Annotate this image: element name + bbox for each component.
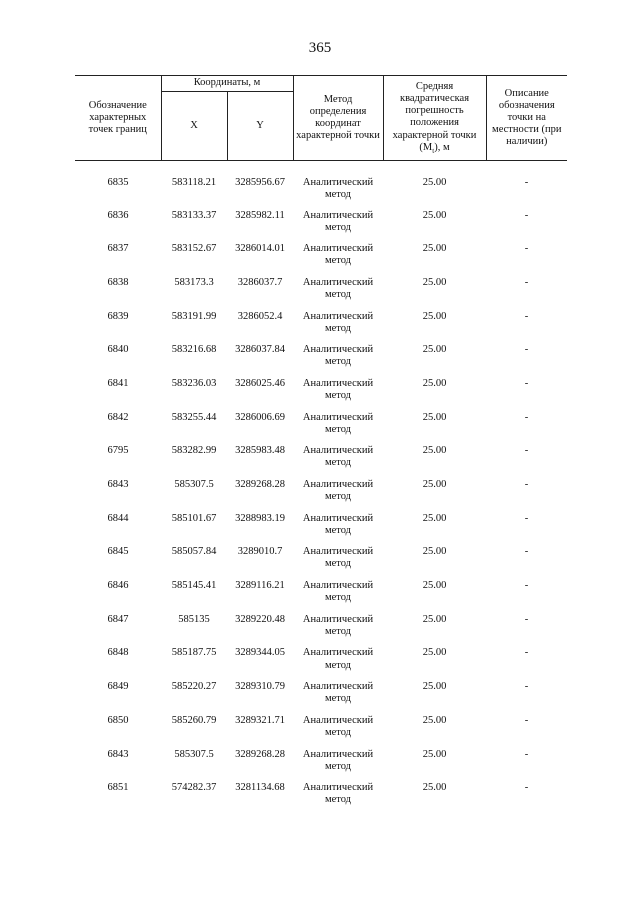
cell-y: 3289268.28 (235, 479, 285, 490)
cell-x: 583216.68 (171, 344, 217, 356)
table-row (75, 513, 567, 547)
cell-accuracy: 25.00 (422, 748, 447, 760)
cell-point: 6847 (107, 613, 129, 625)
table-body (75, 161, 567, 816)
cell-accuracy: 25.00 (422, 243, 447, 255)
cell-point: 6839 (107, 310, 129, 322)
cell-x: 585307.5 (174, 479, 214, 490)
cell-description: - (524, 310, 529, 322)
cell-x: 583255.44 (171, 411, 217, 423)
cell-point: 6841 (107, 377, 129, 389)
cell-method: Аналитический метод (302, 613, 374, 637)
cell-point: 6842 (107, 411, 129, 423)
cell-y: 3285982.11 (235, 209, 285, 221)
table-row (75, 378, 567, 412)
coordinates-table (75, 75, 567, 816)
table-row (75, 161, 567, 210)
cell-accuracy: 25.00 (422, 580, 447, 592)
cell-accuracy: 25.00 (422, 681, 447, 693)
cell-point: 6840 (107, 344, 129, 356)
cell-description: - (524, 445, 529, 457)
cell-method: Аналитический метод (302, 310, 374, 334)
cell-x: 585145.41 (171, 580, 217, 592)
table-row (75, 782, 567, 816)
cell-point: 6846 (107, 580, 129, 592)
cell-method: Аналитический метод (302, 714, 374, 738)
header-accuracy: Средняя квадратическая погрешность положения характерной точки $(M_t)$, м (383, 76, 486, 161)
cell-y: 3289310.79 (235, 681, 285, 693)
cell-description: - (524, 411, 529, 423)
cell-accuracy: 25.00 (422, 647, 447, 659)
cell-point: 6844 (107, 512, 129, 524)
cell-accuracy: 25.00 (422, 177, 447, 188)
cell-x: 583191.99 (171, 310, 217, 322)
cell-point: 6851 (107, 782, 129, 794)
cell-method: Аналитический метод (302, 681, 374, 705)
cell-y: 3286025.46 (235, 377, 285, 389)
cell-y: 3285983.48 (235, 445, 285, 457)
cell-x: 585307.5 (174, 748, 214, 760)
cell-y: 3286037.7 (237, 276, 283, 288)
cell-x: 585187.75 (171, 647, 217, 659)
cell-point: 6845 (107, 546, 129, 558)
cell-x: 583118.21 (171, 177, 217, 188)
cell-y: 3289344.05 (235, 647, 285, 659)
cell-point: 6843 (107, 748, 129, 760)
cell-point: 6837 (107, 243, 129, 255)
cell-accuracy: 25.00 (422, 546, 447, 558)
cell-x: 585057.84 (171, 546, 217, 558)
cell-description: - (524, 344, 529, 356)
cell-y: 3286037.84 (235, 344, 285, 356)
cell-y: 3289321.71 (235, 714, 285, 726)
cell-description: - (524, 613, 529, 625)
cell-accuracy: 25.00 (422, 512, 447, 524)
cell-y: 3285956.67 (235, 177, 285, 188)
cell-y: 3289220.48 (235, 613, 285, 625)
cell-description: - (524, 512, 529, 524)
table-row (75, 580, 567, 614)
header-description: Описание обозначения точки на местности (при наличии) (486, 76, 567, 161)
cell-method: Аналитический метод (302, 377, 374, 401)
cell-method: Аналитический метод (302, 748, 374, 772)
cell-x: 583282.99 (171, 445, 217, 457)
page-number: 365 (308, 40, 332, 56)
cell-x: 585220.27 (171, 681, 217, 693)
cell-description: - (524, 177, 529, 188)
cell-y: 3289268.28 (235, 748, 285, 760)
cell-x: 574282.37 (171, 782, 217, 794)
cell-method: Аналитический метод (302, 580, 374, 604)
cell-description: - (524, 748, 529, 760)
cell-y: 3281134.68 (235, 782, 285, 794)
cell-point: 6848 (107, 647, 129, 659)
header-method: Метод определения координат характерной точки (293, 76, 383, 161)
cell-method: Аналитический метод (302, 647, 374, 671)
cell-x: 583133.37 (171, 209, 217, 221)
cell-description: - (524, 782, 529, 794)
table-row (75, 614, 567, 648)
cell-method: Аналитический метод (302, 782, 374, 806)
header-x: X (161, 92, 227, 161)
cell-method: Аналитический метод (302, 512, 374, 536)
table-row (75, 445, 567, 479)
table-row (75, 243, 567, 277)
cell-accuracy: 25.00 (422, 445, 447, 457)
cell-description: - (524, 209, 529, 221)
cell-accuracy: 25.00 (422, 714, 447, 726)
cell-y: 3288983.19 (235, 512, 285, 524)
cell-description: - (524, 647, 529, 659)
cell-point: 6850 (107, 714, 129, 726)
cell-x: 585135 (178, 613, 210, 625)
cell-x: 585260.79 (171, 714, 217, 726)
cell-accuracy: 25.00 (422, 479, 447, 490)
table-row (75, 344, 567, 378)
cell-method: Аналитический метод (302, 445, 374, 469)
cell-y: 3286052.4 (237, 310, 283, 322)
cell-x: 585101.67 (171, 512, 217, 524)
table-row (75, 277, 567, 311)
cell-method: Аналитический метод (302, 177, 374, 201)
table-row (75, 311, 567, 345)
table-row (75, 715, 567, 749)
cell-accuracy: 25.00 (422, 344, 447, 356)
header-point-designation: Обозначение характерных точек границ (75, 76, 161, 161)
header-y: Y (227, 92, 293, 161)
table-row (75, 749, 567, 783)
cell-description: - (524, 276, 529, 288)
cell-description: - (524, 243, 529, 255)
cell-y: 3289010.7 (237, 546, 283, 558)
table-row (75, 681, 567, 715)
table-row (75, 647, 567, 681)
table-row (75, 546, 567, 580)
table-row (75, 210, 567, 244)
cell-method: Аналитический метод (302, 479, 374, 503)
cell-description: - (524, 580, 529, 592)
cell-method: Аналитический метод (302, 276, 374, 300)
cell-accuracy: 25.00 (422, 209, 447, 221)
cell-accuracy: 25.00 (422, 377, 447, 389)
table-row (75, 479, 567, 513)
cell-description: - (524, 546, 529, 558)
cell-accuracy: 25.00 (422, 411, 447, 423)
cell-description: - (524, 714, 529, 726)
cell-method: Аналитический метод (302, 344, 374, 368)
cell-y: 3286014.01 (235, 243, 285, 255)
cell-point: 6843 (107, 479, 129, 490)
cell-method: Аналитический метод (302, 243, 374, 267)
cell-point: 6795 (107, 445, 129, 457)
cell-x: 583173.3 (174, 276, 214, 288)
cell-accuracy: 25.00 (422, 310, 447, 322)
cell-method: Аналитический метод (302, 546, 374, 570)
cell-x: 583236.03 (171, 377, 217, 389)
cell-accuracy: 25.00 (422, 782, 447, 794)
table-row (75, 412, 567, 446)
cell-description: - (524, 377, 529, 389)
cell-y: 3289116.21 (235, 580, 285, 592)
cell-description: - (524, 681, 529, 693)
cell-x: 583152.67 (171, 243, 217, 255)
cell-point: 6849 (107, 681, 129, 693)
cell-point: 6836 (107, 209, 129, 221)
cell-y: 3286006.69 (235, 411, 285, 423)
cell-point: 6835 (107, 177, 129, 188)
cell-accuracy: 25.00 (422, 276, 447, 288)
cell-method: Аналитический метод (302, 209, 374, 233)
cell-description: - (524, 479, 529, 490)
cell-accuracy: 25.00 (422, 613, 447, 625)
header-coordinates: Координаты, м (161, 76, 293, 92)
cell-method: Аналитический метод (302, 411, 374, 435)
cell-point: 6838 (107, 276, 129, 288)
